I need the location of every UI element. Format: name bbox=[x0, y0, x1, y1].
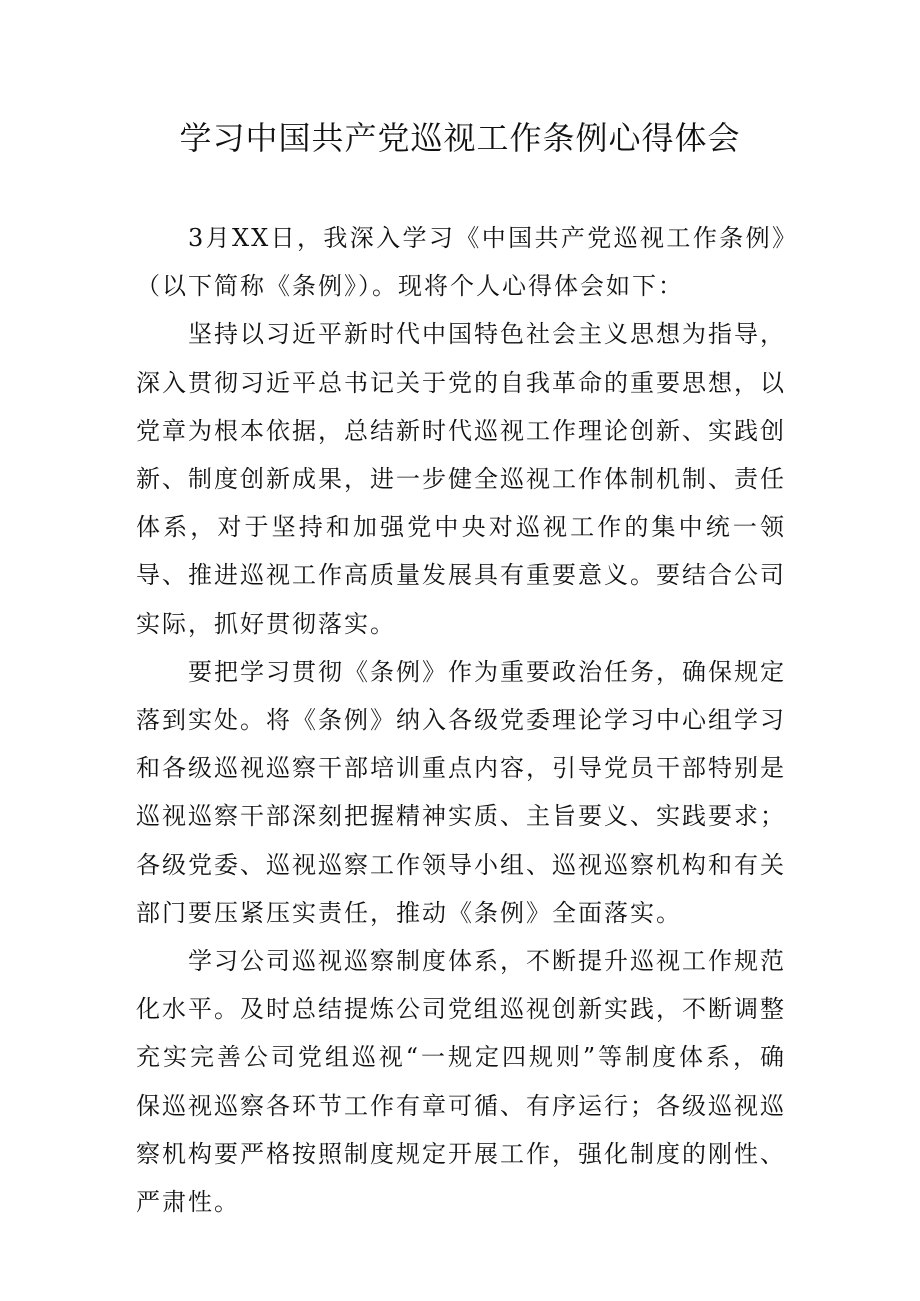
document-body bbox=[136, 214, 786, 1226]
system-paragraph: 学习公司巡视巡察制度体系，不断提升巡视工作规范化水平。及时总结提炼公司党组巡视创新实践，不断调整充实完善公司党组巡视“一规定四规则”等制度体系，确保巡视巡察各环节工作有章可循、有序运行；各级巡视巡察机构要严格按照制度规定开展工作，强化制度的刚性、严肃性。 bbox=[136, 947, 786, 1217]
document-title: 学习中国共产党巡视工作条例心得体会 bbox=[179, 119, 741, 157]
implementation-paragraph: 要把学习贯彻《条例》作为重要政治任务，确保规定落到实处。将《条例》纳入各级党委理论学习中心组学习和各级巡视巡察干部培训重点内容，引导党员干部特别是巡视巡察干部深刻把握精神实质、主旨要义、实践要求；各级党委、巡视巡察工作领导小组、巡视巡察机构和有关部门要压紧压实责任，推动《条例》全面落实。 bbox=[136, 657, 786, 927]
intro-paragraph: 3月XX日，我深入学习《中国共产党巡视工作条例》（以下简称《条例》）。现将个人心得体会如下： bbox=[136, 224, 786, 301]
guidance-paragraph: 坚持以习近平新时代中国特色社会主义思想为指导，深入贯彻习近平总书记关于党的自我革命的重要思想，以党章为根本依据，总结新时代巡视工作理论创新、实践创新、制度创新成果，进一步健全巡视工作体制机制、责任体系，对于坚持和加强党中央对巡视工作的集中统一领导、推进巡视工作高质量发展具有重要意义。要结合公司实际，抓好贯彻落实。 bbox=[136, 320, 786, 638]
